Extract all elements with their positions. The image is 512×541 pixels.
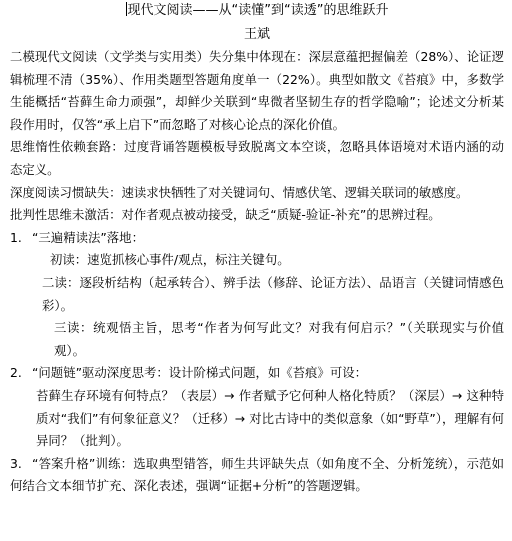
item-1-sub-3: 三读：统观悟主旨，思考“作者为何写此文？对我有何启示？”（关联现实与价值观）。 <box>54 320 504 358</box>
item-1-sub-2: 二读：逐段析结构（起承转合）、辨手法（修辞、论证方法）、品语言（关键词情感色彩）。 <box>42 274 504 313</box>
intro-paragraph: 二模现代文阅读（文学类与实用类）失分集中体现在：深层意蕴把握偏差（28%）、论证逻辑梳理不清（35%）、作用类题型答题角度单一（22%）。典型如散文《苔痕》中，多数学生能概括“苔藓生命力顽强”，却鲜少关联到“卑微者坚韧生存的哲学隐喻”；论述文分析某段作用时，仅答“承上启下”而忽略了对核心论点的深化价值。 <box>10 49 504 132</box>
document-title <box>10 2 504 20</box>
item-1-heading-text: “三遍精读法”落地： <box>32 229 144 245</box>
item-3-number: 3. <box>10 455 22 471</box>
title-text: 现代文阅读——从“读懂”到“读透”的思维跃升 <box>127 3 389 18</box>
author-name: 王斌 <box>243 27 270 42</box>
document-page <box>0 2 512 541</box>
item-2-sub-1: 苔藓生存环境有何特点？（表层）→ 作者赋予它何种人格化特质？（深层）→ 这种特质对“我们”有何象征意义？（迁移）→ 对比古诗中的类似意象（如“野草”），理解有何异同？（批判）。 <box>36 387 504 449</box>
issue-paragraph-1: 思维惰性依赖套路：过度背诵答题模板导致脱离文本空谈，忽略具体语境对术语内涵的动态定义。 <box>10 139 504 177</box>
issue-paragraph-3: 批判性思维未激活：对作者观点被动接受，缺乏“质疑-验证-补充”的思辨过程。 <box>10 207 441 223</box>
issue-paragraph-2: 深度阅读习惯缺失：速读求快牺牲了对关键词句、情感伏笔、逻辑关联词的敏感度。 <box>10 184 469 200</box>
item-2-number: 2. <box>10 365 22 381</box>
item-2-heading-text: “问题链”驱动深度思考：设计阶梯式问题，如《苔痕》可设： <box>32 365 367 381</box>
item-1-sub-1: 初读：速览抓核心事件/观点，标注关键句。 <box>50 252 290 268</box>
item-3-heading <box>10 453 504 498</box>
item-1-heading <box>10 227 504 250</box>
item-1-number: 1. <box>10 229 22 245</box>
item-3-heading-text: “答案升格”训练：选取典型错答，师生共评缺失点（如角度不全、分析笼统），示范如何结合文本细节扩充、深化表述，强调“证据+分析”的答题逻辑。 <box>10 455 504 494</box>
text-cursor <box>126 2 127 16</box>
item-2-heading <box>10 362 504 385</box>
